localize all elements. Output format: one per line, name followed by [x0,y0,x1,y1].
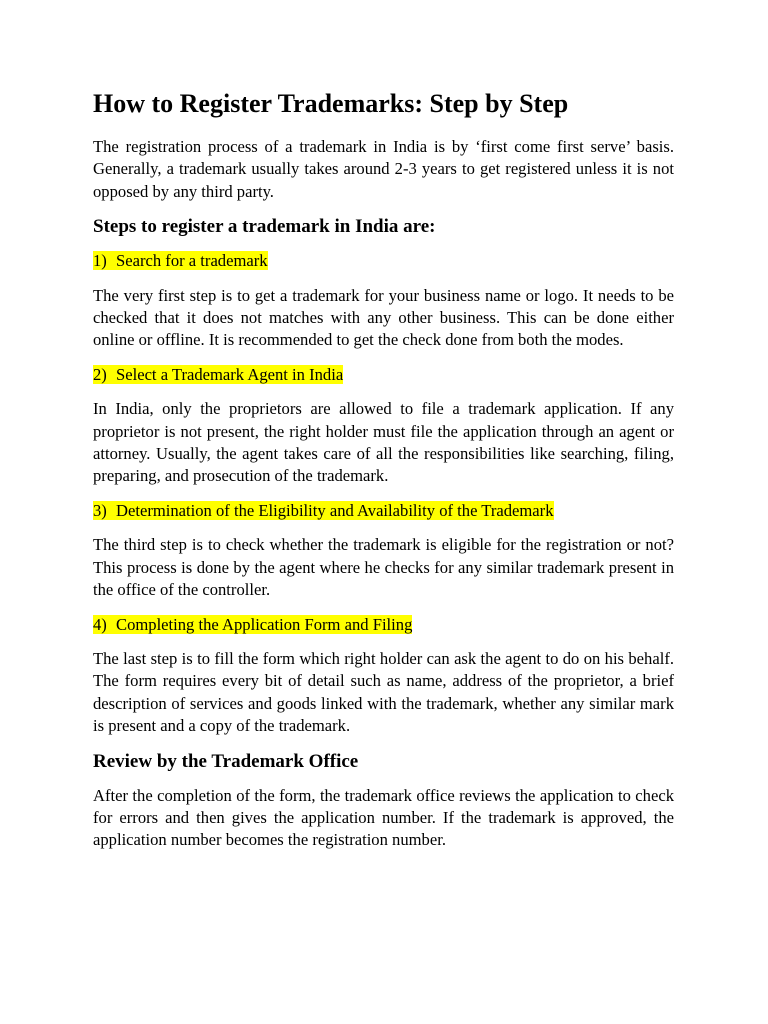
step-4-number: 4) [93,614,107,634]
step-1-highlight [93,251,268,270]
step-4-highlight [93,615,412,634]
step-4-title: Completing the Application Form and Filing [116,614,413,634]
step-4-heading [93,614,674,636]
step-1-number: 1) [93,251,107,271]
step-2-title: Select a Trademark Agent in India [116,364,344,384]
step-2-highlight [93,365,343,384]
intro-paragraph: The registration process of a trademark in India is by ‘first come first serve’ basis. Generally, a trademark usually takes around 2-3 years to get registered unless it is not opposed by any third party. [93,137,674,201]
step-1-heading [93,250,674,272]
step-2-heading [93,364,674,386]
step-2-body: In India, only the proprietors are allowed to file a trademark application. If any proprietor is not present, the right holder must file the application through an agent or attorney. Usually, the agent takes care of all the responsibilities like searching, filing, preparing, and prosecution of the trademark. [93,399,674,486]
document-page [93,86,674,864]
step-3-highlight [93,501,554,520]
step-3-heading [93,500,674,522]
step-4-body: The last step is to fill the form which right holder can ask the agent to do on his behalf. The form requires every bit of detail such as name, address of the proprietor, a brief description of services and goods linked with the trademark, whether any similar mark is present and a copy of the trademark. [93,648,674,736]
step-2-number: 2) [93,364,107,384]
step-1-body: The very first step is to get a trademark for your business name or logo. It needs to be checked that it does not matches with any other business. This can be done either online or offline. It is recommended to get the check done from both the modes. [93,285,674,350]
step-3-title: Determination of the Eligibility and Availability of the Trademark [116,500,554,520]
review-paragraph: After the completion of the form, the trademark office reviews the application to check for errors and then gives the application number. If the trademark is approved, the application number becomes the registration number. [93,785,674,850]
step-3-number: 3) [93,500,107,520]
step-3-body: The third step is to check whether the trademark is eligible for the registration or not? This process is done by the agent where he checks for any similar trademark present in the office of the controller. [93,535,674,600]
page-title: How to Register Trademarks: Step by Step [93,89,569,118]
step-1-title: Search for a trademark [116,251,268,271]
steps-heading: Steps to register a trademark in India are: [93,216,436,238]
review-heading: Review by the Trademark Office [93,750,359,772]
